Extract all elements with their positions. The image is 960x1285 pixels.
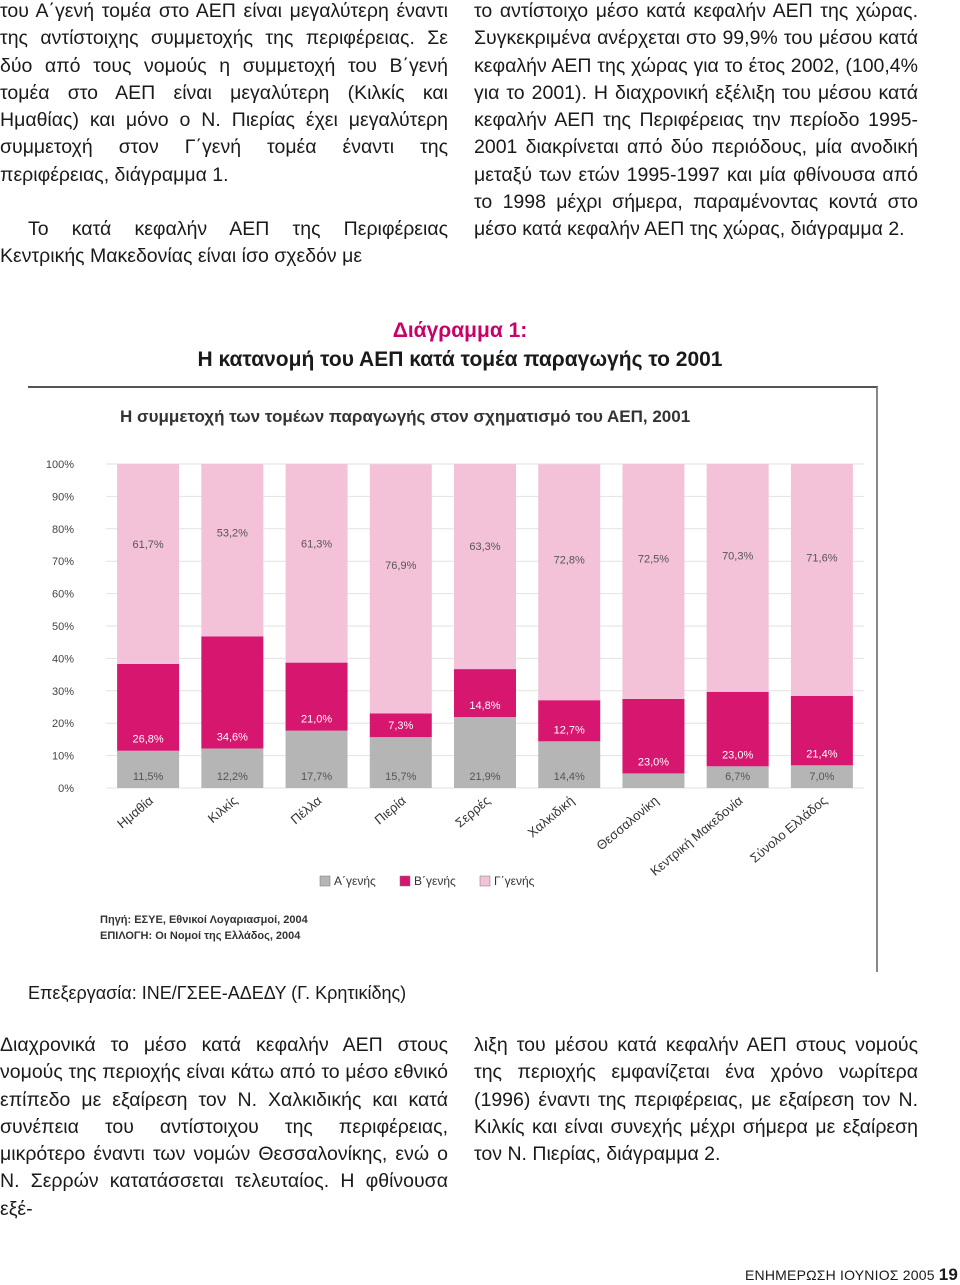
y-tick-label: 60%	[51, 588, 74, 601]
column-bottom-right	[474, 1032, 918, 1168]
data-label: 72,5%	[637, 553, 670, 566]
data-label: 63,3%	[469, 541, 501, 554]
x-tick-label: Ημαθία	[114, 792, 157, 832]
data-label: 72,8%	[553, 554, 585, 567]
y-tick-label: 0%	[58, 783, 74, 795]
data-label: 23,0%	[722, 749, 754, 762]
chart-panel	[28, 386, 878, 972]
page-footer	[745, 1266, 958, 1284]
x-tick-label: Σερρές	[452, 792, 493, 831]
bar-segment	[370, 464, 432, 713]
data-label: 23,0%	[637, 756, 670, 769]
bar-segment	[538, 464, 600, 700]
bar-segment	[707, 464, 769, 692]
data-label: 21,9%	[469, 771, 501, 783]
column-top-right	[474, 0, 918, 244]
legend-label: Α΄γενής	[334, 874, 376, 888]
figure-caption	[0, 316, 920, 374]
legend-label: Β΄γενής	[414, 874, 456, 888]
data-label: 21,4%	[806, 748, 838, 761]
bar-segment	[791, 464, 853, 696]
data-label: 11,5%	[132, 771, 164, 783]
y-tick-label: 50%	[51, 621, 74, 633]
y-tick-label: 20%	[51, 718, 74, 731]
chart-source-line: Πηγή: ΕΣΥΕ, Εθνικοί Λογαριασμοί, 2004	[100, 914, 308, 926]
data-label: 7,0%	[809, 771, 835, 783]
paragraph: Το κατά κεφαλήν ΑΕΠ της Περιφέρειας Κεντρικής Μακεδονίας είναι ίσο σχεδόν με	[0, 218, 448, 268]
x-tick-label: Θεσσαλονίκη	[593, 792, 662, 854]
paragraph: το αντίστοιχο μέσο κατά κεφαλήν ΑΕΠ της χώρας. Συγκεκριμένα ανέρχεται στο 99,9% του μέσου κατά κεφαλήν ΑΕΠ της χώρας για το έτος 2002, (100,4% για το 2001). Η διαχρονική εξέλιξη του μέσου κατά κεφαλήν ΑΕΠ της Περιφέρειας την περίοδο 1995-2001 διακρίνεται από δύο περιόδους, μία ανοδική μεταξύ των ετών 1995-1997 και μία φθίνουσα από το 1998 μέχρι σήμερα, παραμένοντας κοντά στο μέσο κατά κεφαλήν ΑΕΠ της χώρας, διάγραμμα 2.	[474, 0, 918, 241]
y-tick-label: 90%	[51, 491, 74, 504]
y-tick-label: 10%	[51, 750, 74, 763]
column-top-left	[0, 0, 448, 271]
y-tick-label: 30%	[51, 685, 74, 698]
data-label: 71,6%	[806, 552, 838, 565]
data-label: 17,7%	[300, 771, 333, 783]
footer-issue: ΕΝΗΜΕΡΩΣΗ ΙΟΥΝΙΟΣ 2005	[745, 1267, 935, 1283]
column-bottom-left	[0, 1032, 448, 1223]
legend-swatch	[400, 876, 410, 886]
data-label: 7,3%	[388, 720, 414, 733]
paragraph: Διαχρονικά το μέσο κατά κεφαλήν ΑΕΠ στους νομούς της περιοχής είναι κάτω από το μέσο εθνικό επίπεδο με εξαίρεση τον Ν. Χαλκιδικής και κατά συνέπεια του αντίστοιχου της περιφέρειας, μικρότερο έναντι των νομών Θεσσαλονίκης, ενώ ο Ν. Σερρών κατατάσσεται τελευταίος. Η φθίνουσα εξέ-	[0, 1034, 448, 1220]
data-label: 70,3%	[722, 550, 754, 563]
bar-segment	[201, 464, 263, 636]
bar-segment	[286, 464, 348, 663]
y-tick-label: 80%	[51, 523, 74, 536]
data-label: 61,3%	[300, 538, 333, 551]
bar-segment	[622, 464, 684, 699]
y-tick-label: 40%	[51, 653, 74, 666]
bar-segment	[454, 464, 516, 669]
data-label: 61,7%	[132, 538, 164, 551]
paragraph: του Α΄γενή τομέα στο ΑΕΠ είναι μεγαλύτερη έναντι της αντίστοιχης συμμετοχής της περιφέρειας. Σε δύο από τους νομούς η συμμετοχή του Β΄γενή τομέα στο ΑΕΠ είναι μεγαλύτερη (Κιλκίς και Ημαθίας) και μόνο ο Ν. Πιερίας έχει μεγαλύτερη συμμετοχή στον Γ΄γενή τομέα έναντι της περιφέρειας, διάγραμμα 1.	[0, 0, 448, 186]
page-number: 19	[938, 1265, 958, 1284]
figure-label: Διάγραμμα 1:	[392, 319, 528, 342]
figure-processing-credit: Επεξεργασία: ΙΝΕ/ΓΣΕΕ-ΑΔΕΔΥ (Γ. Κρητικίδης)	[28, 983, 407, 1003]
x-tick-label: Χαλκιδική	[524, 792, 578, 841]
x-tick-label: Σύνολο Ελλάδος	[747, 792, 830, 866]
figure-title: Η κατανομή του ΑΕΠ κατά τομέα παραγωγής το 2001	[197, 348, 723, 371]
data-label: 12,7%	[553, 724, 585, 737]
data-label: 34,6%	[216, 731, 248, 744]
y-tick-label: 100%	[45, 459, 74, 471]
x-tick-label: Πέλλα	[287, 792, 325, 828]
data-label: 53,2%	[216, 527, 248, 540]
data-label: 21,0%	[300, 713, 333, 726]
chart-source-line: ΕΠΙΛΟΓΗ: Οι Νομοί της Ελλάδος, 2004	[100, 930, 301, 942]
x-tick-label: Κεντρική Μακεδονία	[647, 792, 746, 879]
chart-title: Η συμμετοχή των τομέων παραγωγής στον σχηματισμό του ΑΕΠ, 2001	[120, 407, 691, 426]
data-label: 12,2%	[216, 771, 248, 783]
data-label: 15,7%	[385, 771, 417, 783]
legend-swatch	[480, 876, 490, 886]
data-label: 26,8%	[132, 733, 164, 746]
data-label: 6,7%	[725, 771, 751, 783]
data-label: 14,8%	[469, 700, 501, 713]
data-label: 76,9%	[385, 559, 417, 572]
legend-label: Γ΄γενής	[494, 874, 535, 888]
bar-segment	[117, 464, 179, 664]
stacked-bar-chart	[28, 388, 876, 972]
legend-swatch	[320, 876, 330, 886]
x-tick-label: Πιερία	[371, 792, 409, 828]
bar-segment	[622, 773, 684, 788]
data-label: 14,4%	[553, 771, 585, 783]
paragraph: λιξη του μέσου κατά κεφαλήν ΑΕΠ στους νομούς της περιοχής εμφανίζεται ένα χρόνο νωρίτερα (1996) έναντι της περιφέρειας, με εξαίρεση τον Ν. Κιλκίς και είναι συνεχής μέχρι σήμερα με εξαίρεση τον Ν. Πιερίας, διάγραμμα 2.	[474, 1034, 918, 1166]
y-tick-label: 70%	[51, 556, 74, 569]
x-tick-label: Κιλκίς	[204, 792, 241, 826]
